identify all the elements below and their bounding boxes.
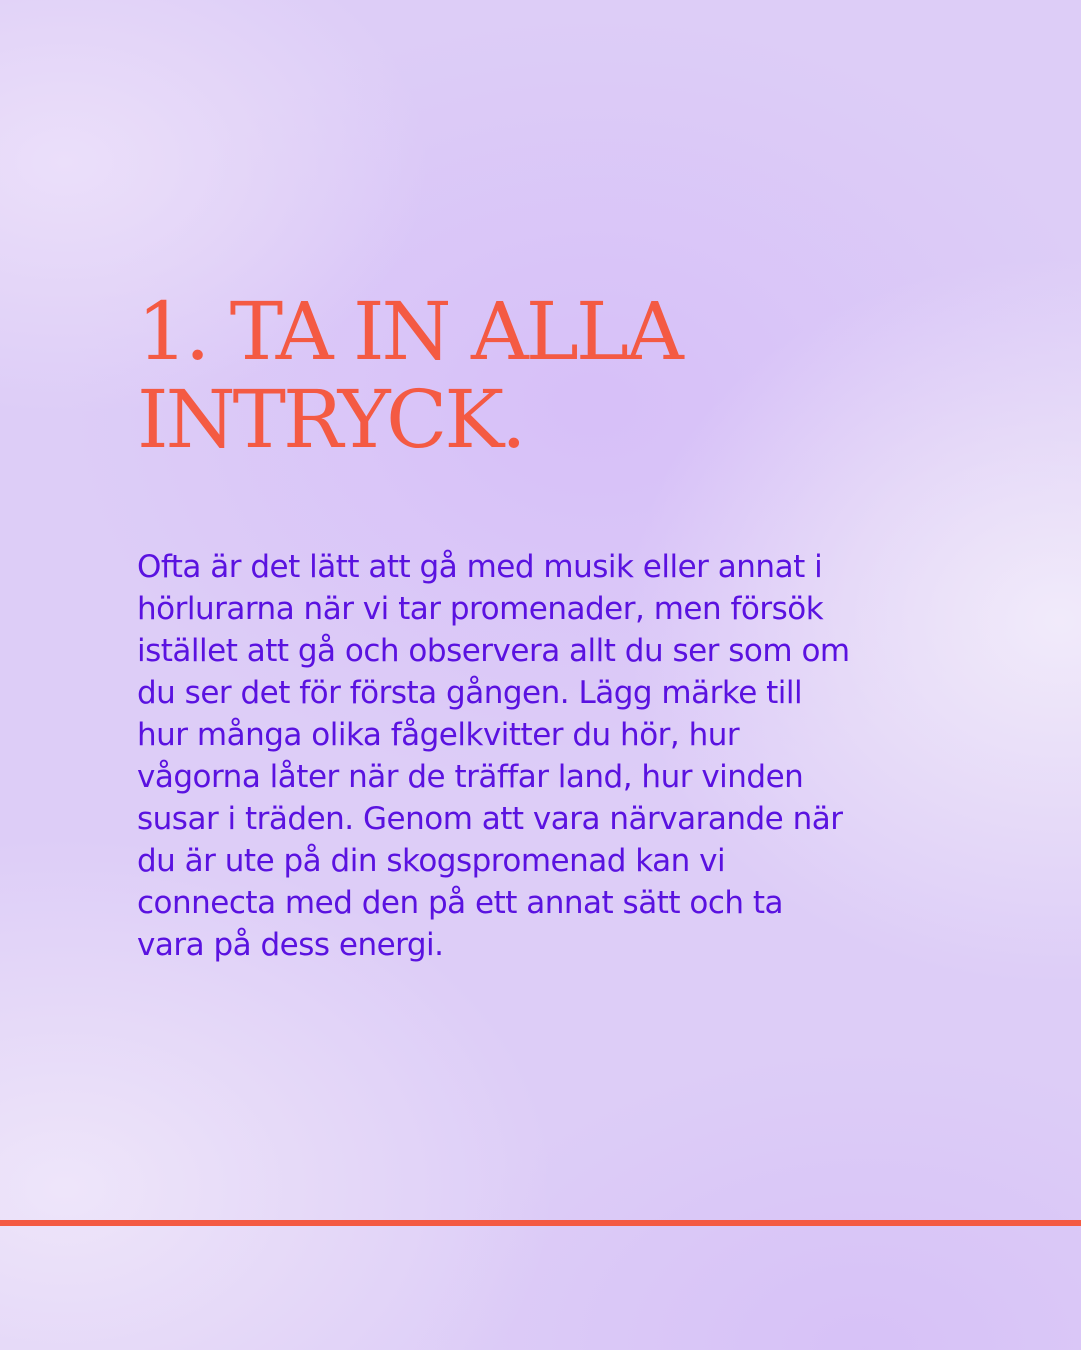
body-line: istället att gå och observera allt du ser som om xyxy=(137,633,850,669)
body-line: hörlurarna när vi tar promenader, men försök xyxy=(137,591,824,627)
body-line: Ofta är det lätt att gå med musik eller annat i xyxy=(137,549,823,585)
title-line: INTRYCK. xyxy=(137,373,524,466)
body-line: susar i träden. Genom att vara närvarande när xyxy=(137,801,843,837)
body-paragraph xyxy=(137,546,957,966)
body-line: vara på dess energi. xyxy=(137,927,444,963)
body-line: du ser det för första gången. Lägg märke till xyxy=(137,675,803,711)
body-line: hur många olika fågelkvitter du hör, hur xyxy=(137,717,740,753)
title-line: 1. TA IN ALLA xyxy=(137,285,681,378)
horizontal-rule xyxy=(0,1220,1081,1226)
body-line: connecta med den på ett annat sätt och ta xyxy=(137,885,784,921)
body-line: vågorna låter när de träffar land, hur vinden xyxy=(137,759,804,795)
page-title xyxy=(137,285,857,466)
body-line: du är ute på din skogspromenad kan vi xyxy=(137,843,726,879)
